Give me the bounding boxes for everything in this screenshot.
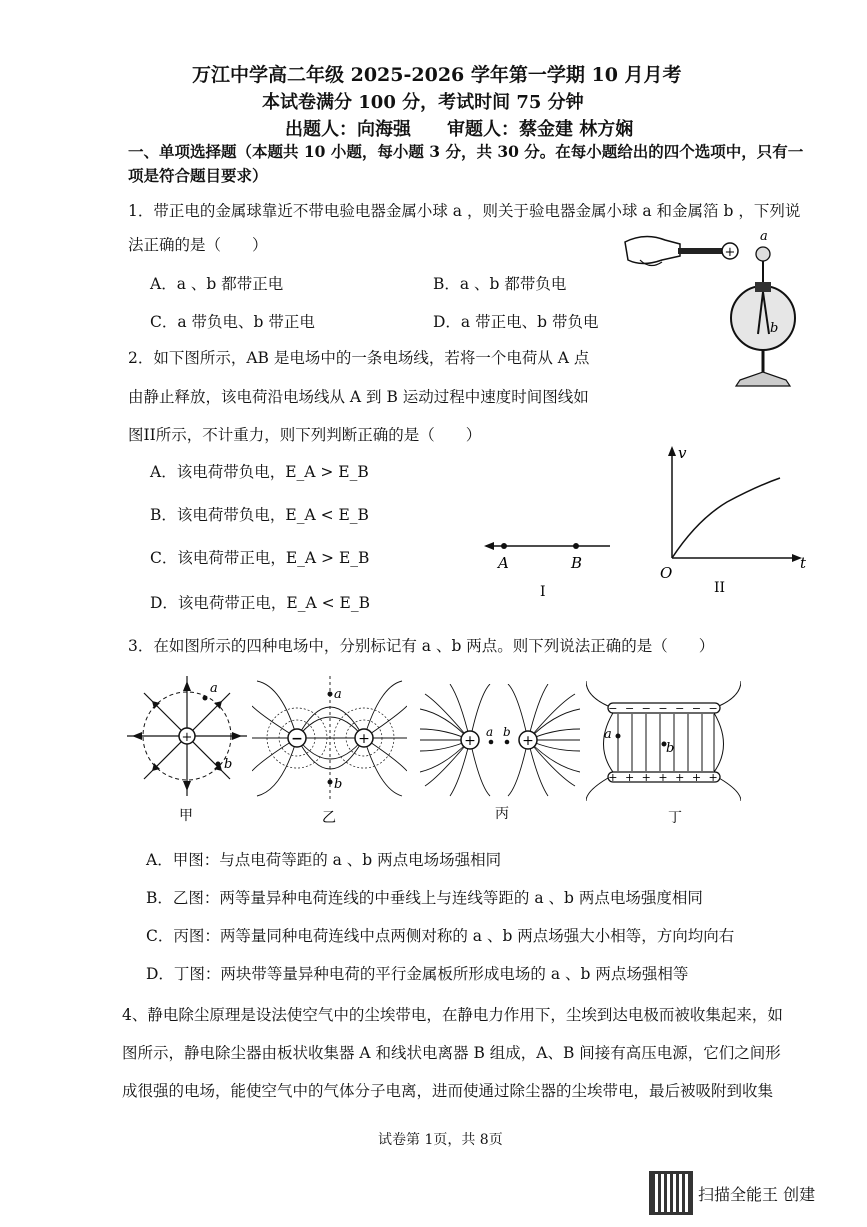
q4-stem-line1: 4、静电除尘原理是设法使空气中的尘埃带电，在静电力作用下，尘埃到达电极而被收集起来，如 bbox=[122, 1006, 783, 1024]
q3-caption-yi: 乙 bbox=[322, 810, 336, 826]
q3-bing-plus-left: + bbox=[464, 733, 476, 749]
q1-electroscope-figure bbox=[620, 222, 805, 390]
q1-option-b: B．a 、b 都带负电 bbox=[433, 275, 567, 293]
q2-option-a: A．该电荷带负电，E_A > E_B bbox=[150, 463, 369, 481]
q2-stem-line3: 图II所示，不计重力，则下列判断正确的是（ ） bbox=[128, 426, 482, 444]
q3-option-d: D．丁图：两块带等量异种电荷的平行金属板所形成电场的 a 、b 两点场强相等 bbox=[146, 965, 689, 983]
q1-stem-line1: 1．带正电的金属球靠近不带电验电器金属小球 a ，则关于验电器金属小球 a 和金属箔 b ，下列说 bbox=[128, 202, 801, 220]
q3-bing-plus-right: + bbox=[522, 733, 534, 749]
q2-axis-t: t bbox=[800, 554, 807, 572]
q3-ding-a: a bbox=[604, 727, 612, 742]
q3-fig-ding bbox=[586, 676, 741, 831]
q1-label-a: a bbox=[760, 229, 768, 244]
q1-label-b: b bbox=[770, 321, 779, 336]
q2-axis-v: v bbox=[678, 444, 687, 462]
q3-jia-b: b bbox=[224, 757, 233, 772]
section-heading-cont: 项是符合题目要求） bbox=[128, 166, 268, 185]
qr-code-icon bbox=[652, 1174, 690, 1212]
q2-fig1-caption: I bbox=[540, 584, 546, 600]
q3-caption-jia: 甲 bbox=[179, 808, 193, 824]
q3-caption-bing: 丙 bbox=[495, 806, 509, 822]
q1-option-a: A．a 、b 都带正电 bbox=[150, 275, 284, 293]
q3-fig-yi bbox=[252, 676, 407, 831]
q3-jia-a: a bbox=[210, 681, 218, 696]
q3-stem: 3．在如图所示的四种电场中，分别标记有 a 、b 两点。则下列说法正确的是（ ） bbox=[128, 637, 715, 655]
q2-origin: O bbox=[660, 564, 673, 582]
q4-stem-line2: 图所示，静电除尘器由板状收集器 A 和线状电离器 B 组成，A、B 间接有高压电源，它们之间形 bbox=[122, 1044, 781, 1062]
q3-fig-jia bbox=[122, 676, 252, 826]
scanner-watermark: 扫描全能王 创建 bbox=[698, 1185, 816, 1204]
q3-option-b: B．乙图：两等量异种电荷连线的中垂线上与连线等距的 a 、b 两点电场强度相同 bbox=[146, 889, 703, 907]
q4-stem-line3: 成很强的电场，能使空气中的气体分子电离，进而使通过除尘器的尘埃带电，最后被吸附到收集 bbox=[122, 1082, 774, 1100]
q2-vt-graph bbox=[652, 440, 812, 600]
q2-field-line-figure bbox=[478, 530, 618, 600]
q2-option-b: B．该电荷带负电，E_A < E_B bbox=[150, 506, 369, 524]
q3-fig-bing bbox=[420, 684, 580, 824]
q3-option-c: C．丙图：两等量同种电荷连线中点两侧对称的 a 、b 两点场强大小相等，方向均向右 bbox=[146, 927, 735, 945]
q1-stem-line2: 法正确的是（ ） bbox=[128, 236, 268, 254]
q1-option-c: C．a 带负电、b 带正电 bbox=[150, 313, 315, 331]
section-heading: 一、单项选择题（本题共 10 小题，每小题 3 分，共 30 分。在每小题给出的四个选项中，只有一 bbox=[128, 142, 804, 161]
q1-option-d: D．a 带正电、b 带负电 bbox=[433, 313, 599, 331]
q2-point-b: B bbox=[571, 554, 583, 572]
q2-fig2-caption: II bbox=[714, 580, 726, 596]
exam-title: 万江中学高二年级 2025-2026 学年第一学期 10 月月考 bbox=[192, 64, 682, 86]
q3-ding-minus-plate: − − − − − − − bbox=[608, 702, 720, 715]
q3-caption-ding: 丁 bbox=[668, 810, 682, 826]
q2-stem-line1: 2．如下图所示，AB 是电场中的一条电场线，若将一个电荷从 A 点 bbox=[128, 349, 590, 367]
exam-subtitle: 本试卷满分 100 分，考试时间 75 分钟 bbox=[262, 92, 584, 113]
q2-option-d: D．该电荷带正电，E_A < E_B bbox=[150, 594, 370, 612]
exam-authors: 出题人：向海强 审题人：蔡金建 林方娴 bbox=[285, 119, 634, 140]
q3-bing-a: a bbox=[486, 725, 494, 739]
q1-ball-plus: + bbox=[724, 245, 736, 260]
page-number: 试卷第 1页，共 8页 bbox=[378, 1132, 503, 1148]
q3-yi-minus: − bbox=[291, 731, 303, 747]
q2-stem-line2: 由静止释放，该电荷沿电场线从 A 到 B 运动过程中速度时间图线如 bbox=[128, 388, 589, 406]
q3-option-a: A．甲图：与点电荷等距的 a 、b 两点电场场强相同 bbox=[146, 851, 502, 869]
q3-yi-b: b bbox=[334, 777, 343, 792]
q3-jia-plus: + bbox=[181, 730, 193, 745]
q3-ding-b: b bbox=[666, 741, 675, 756]
q3-yi-a: a bbox=[334, 687, 342, 702]
q3-yi-plus: + bbox=[358, 731, 370, 747]
q3-ding-plus-plate: + + + + + + + bbox=[608, 771, 720, 784]
q2-option-c: C．该电荷带正电，E_A > E_B bbox=[150, 549, 370, 567]
q3-bing-b: b bbox=[503, 725, 511, 739]
q2-point-a: A bbox=[498, 554, 509, 572]
